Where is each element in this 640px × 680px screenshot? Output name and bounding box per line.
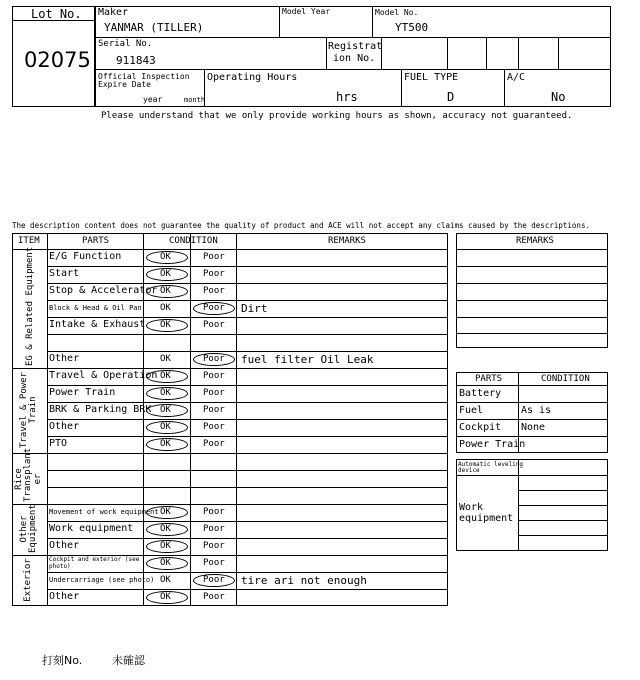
table-row	[47, 334, 448, 351]
poor-selected-circle	[193, 353, 235, 366]
hours-unit: hrs	[336, 90, 358, 104]
condition-poor[interactable]: Poor	[203, 320, 225, 330]
condition-poor[interactable]: Poor	[203, 524, 225, 534]
poor-selected-circle	[193, 302, 235, 315]
maker-label: Maker	[98, 7, 129, 18]
group-other-equipment: Other Equipment	[19, 504, 39, 553]
ac-label: A/C	[507, 72, 526, 83]
row-part: Start	[49, 268, 80, 279]
condition-ok[interactable]: OK	[160, 303, 171, 313]
row-part: Other	[49, 353, 80, 364]
serial-label: Serial No.	[98, 39, 153, 49]
right-parts-header: PARTS	[475, 374, 503, 384]
ok-selected-circle	[146, 370, 188, 383]
row-remark: Dirt	[241, 302, 268, 315]
condition-ok[interactable]: OK	[160, 575, 171, 585]
condition-poor[interactable]: Poor	[203, 388, 225, 398]
ok-selected-circle	[146, 387, 188, 400]
inspection-label-2: Expire Date	[98, 80, 151, 89]
row-part: Block & Head & Oil Pan	[49, 304, 142, 312]
ok-selected-circle	[146, 540, 188, 553]
ok-selected-circle	[146, 557, 188, 570]
row-part: Power Train	[49, 387, 116, 398]
hours-notice: Please understand that we only provide working hours as shown, accuracy not guaranteed.	[101, 111, 573, 121]
ok-selected-circle	[146, 268, 188, 281]
row-part: Travel & Operation	[49, 370, 158, 381]
lot-label: Lot No.	[31, 7, 82, 21]
condition-ok[interactable]: OK	[160, 269, 171, 279]
registration-label-2: ion No.	[333, 53, 376, 64]
condition-ok[interactable]: OK	[160, 541, 171, 551]
table-row	[47, 538, 448, 555]
right-part-cockpit: Cockpit	[459, 422, 502, 433]
row-part: BRK & Parking BRK	[49, 404, 152, 415]
row-part: Other	[49, 421, 80, 432]
auto-leveling-label-2: device	[458, 467, 480, 474]
registration-label-1: Registrat	[328, 41, 383, 52]
work-equipment-label-1: Work	[459, 502, 484, 513]
row-part: Work equipment	[49, 523, 134, 534]
group-travel: Travel & Power Train	[19, 372, 39, 448]
condition-poor[interactable]: Poor	[203, 422, 225, 432]
group-exterior: Exterior	[23, 558, 33, 602]
table-row	[47, 436, 448, 453]
right-remarks-table	[456, 233, 608, 348]
right-remarks-header: REMARKS	[516, 236, 554, 246]
year-label: year	[143, 95, 163, 104]
right-condition-fuel: As is	[521, 405, 552, 416]
condition-ok[interactable]: OK	[160, 405, 171, 415]
condition-ok[interactable]: OK	[160, 286, 171, 296]
header-remarks: REMARKS	[328, 236, 366, 246]
condition-ok[interactable]: OK	[160, 320, 171, 330]
condition-poor[interactable]: Poor	[203, 592, 225, 602]
table-row	[47, 453, 448, 470]
condition-ok[interactable]: OK	[160, 388, 171, 398]
ok-selected-circle	[146, 319, 188, 332]
condition-ok[interactable]: OK	[160, 507, 171, 517]
row-part: Cockpit and exterior (see photo)	[49, 556, 140, 570]
work-equipment-label-2: equipment	[459, 513, 514, 524]
group-eg: EG & Related Equipment	[25, 246, 35, 366]
month-label: month	[184, 96, 206, 104]
row-remark: fuel filter Oil Leak	[241, 353, 374, 366]
row-part: Undercarriage (see photo)	[49, 576, 155, 584]
condition-poor[interactable]: Poor	[203, 354, 225, 364]
condition-poor[interactable]: Poor	[203, 252, 225, 262]
condition-poor[interactable]: Poor	[203, 541, 225, 551]
condition-ok[interactable]: OK	[160, 592, 171, 602]
fuel-type-label: FUEL TYPE	[404, 72, 459, 83]
ok-selected-circle	[146, 438, 188, 451]
ok-selected-circle	[146, 251, 188, 264]
row-part: Stop & Accelerator	[49, 285, 158, 296]
ok-selected-circle	[146, 506, 188, 519]
poor-selected-circle	[193, 574, 235, 587]
header-parts: PARTS	[82, 236, 110, 246]
condition-poor[interactable]: Poor	[203, 269, 225, 279]
model-year-label: Model Year	[282, 7, 331, 16]
table-row	[47, 589, 448, 606]
condition-ok[interactable]: OK	[160, 354, 171, 364]
header-condition: CONDITION	[169, 236, 218, 246]
table-row	[47, 419, 448, 436]
lot-number: 02075	[24, 48, 91, 72]
hours-label: Operating Hours	[207, 72, 298, 83]
right-part-fuel: Fuel	[459, 405, 484, 416]
ok-selected-circle	[146, 523, 188, 536]
table-row	[47, 470, 448, 487]
condition-poor[interactable]: Poor	[203, 405, 225, 415]
header-item: ITEM	[18, 236, 40, 246]
right-condition-header: CONDITION	[541, 374, 590, 384]
ac-value: No	[551, 90, 566, 104]
ok-selected-circle	[146, 421, 188, 434]
condition-ok[interactable]: OK	[160, 524, 171, 534]
disclaimer: The description content does not guarantee the quality of product and ACE will not accept any claims caused by the descriptions.	[12, 221, 590, 230]
row-part: Intake & Exhaust	[49, 319, 146, 330]
stamp-label: 打刻No.	[42, 654, 83, 667]
row-part: E/G Function	[49, 251, 122, 262]
condition-poor[interactable]: Poor	[203, 507, 225, 517]
maker-value: YANMAR (TILLER)	[104, 21, 204, 34]
row-remark: tire ari not enough	[241, 574, 367, 587]
table-row	[47, 487, 448, 504]
model-no-label: Model No.	[375, 8, 419, 17]
condition-poor[interactable]: Poor	[203, 286, 225, 296]
row-part: Other	[49, 591, 80, 602]
row-part: PTO	[49, 438, 68, 449]
ok-selected-circle	[146, 404, 188, 417]
row-part: Other	[49, 540, 80, 551]
condition-poor[interactable]: Poor	[203, 439, 225, 449]
right-part-battery: Battery	[459, 388, 502, 399]
inspection-label-1: Official Inspection	[98, 72, 190, 81]
condition-poor[interactable]: Poor	[203, 558, 225, 568]
condition-poor[interactable]: Poor	[203, 303, 225, 313]
condition-ok[interactable]: OK	[160, 558, 171, 568]
condition-poor[interactable]: Poor	[203, 575, 225, 585]
row-part: Movement of work equipment	[49, 508, 159, 516]
group-rice: Rice Transplant er	[14, 447, 43, 502]
stamp-value: 未確認	[112, 654, 145, 667]
fuel-type-value: D	[447, 90, 455, 104]
right-condition-cockpit: None	[521, 422, 546, 433]
table-row	[47, 266, 448, 283]
condition-ok[interactable]: OK	[160, 371, 171, 381]
model-no-value: YT500	[395, 21, 429, 34]
condition-poor[interactable]: Poor	[203, 371, 225, 381]
condition-ok[interactable]: OK	[160, 422, 171, 432]
ok-selected-circle	[146, 285, 188, 298]
condition-ok[interactable]: OK	[160, 439, 171, 449]
condition-ok[interactable]: OK	[160, 252, 171, 262]
right-part-power-train: Power Train	[459, 439, 526, 450]
ok-selected-circle	[146, 591, 188, 604]
serial-value: 911843	[116, 54, 156, 67]
auto-leveling-label-1: Automatic leveling	[458, 461, 524, 468]
